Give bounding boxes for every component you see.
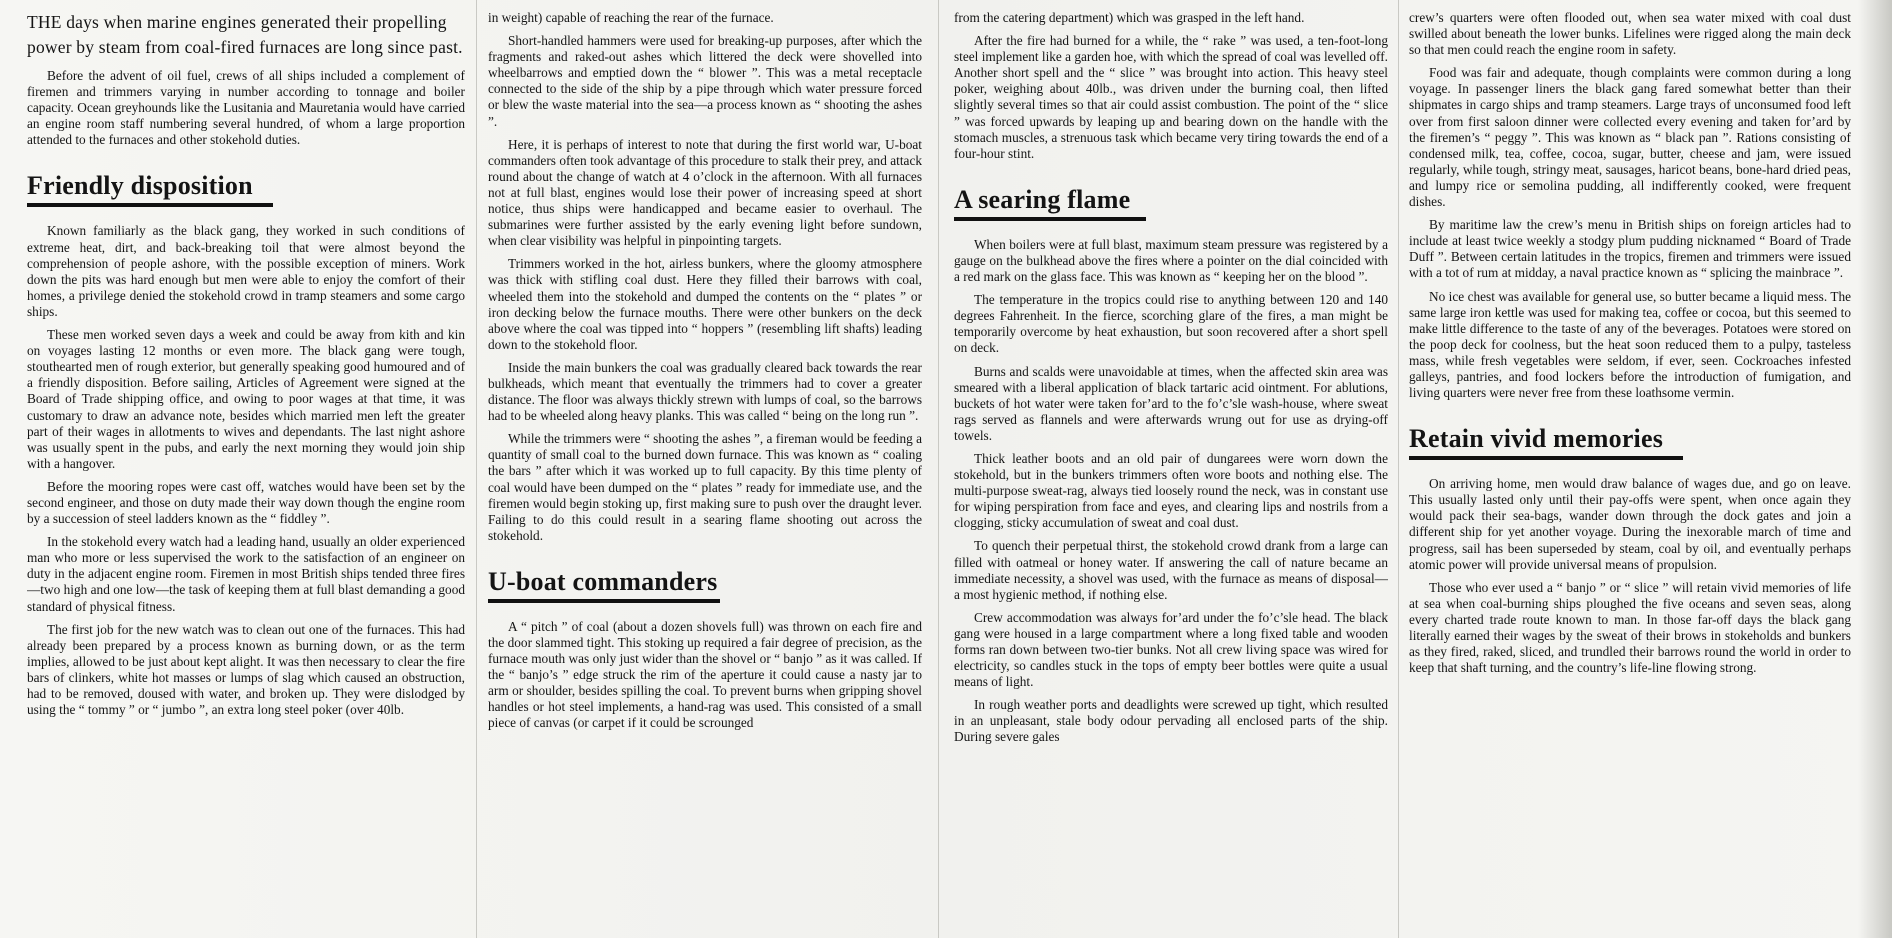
paragraph: In the stokehold every watch had a leading hand, usually an older experienced man who more or less supervised the work to the satisfaction of an engineer on duty in the adjacent engine room. Firemen in most British ships tended three fires—two high and one low—the task of keeping them at full blast demanding a good standard of physical fitness.: [27, 534, 465, 614]
paragraph: A “ pitch ” of coal (about a dozen shovels full) was thrown on each fire and the door slammed tight. This stoking up required a fair degree of precision, as the furnace mouth was only just wider than the shovel or “ banjo ” as it was called. If the “ banjo’s ” edge struck the rim of the aperture it could cause a nasty jar to arm or shoulder, besides spilling the coal. To prevent burns when gripping shovel handles or hot steel implements, a hand-rag was used. This consisted of a small piece of canvas (or carpet if it could be scrounged: [488, 618, 922, 731]
paragraph: Inside the main bunkers the coal was gradually cleared back towards the rear bulkheads, which meant that eventually the trimmers had to cover a greater distance. The floor was always thickly strewn with lumps of coal, so the barrows had to be wheeled along heavy planks. This was called “ being on the long run ”.: [488, 359, 922, 424]
paragraph: Known familiarly as the black gang, they worked in such conditions of extreme heat, dirt, and back-breaking toil that were almost beyond the comprehension of people ashore, with the possible exception of miners. Work down the pits was hard enough but men were able to enjoy the comfort of their homes, a privilege denied the stokehold crowd in tramp steamers and some cargo ships.: [27, 223, 465, 319]
paragraph: When boilers were at full blast, maximum steam pressure was registered by a gauge on the bulkhead above the fires where a pointer on the dial coincided with a red mark on the glass face. This was known as “ keeping her on the blood ”.: [954, 236, 1388, 285]
subheading-uboat-commanders: U-boat commanders: [488, 567, 720, 603]
paragraph: Here, it is perhaps of interest to note that during the first world war, U-boat commanders often took advantage of this procedure to stalk their prey, and attack round about the change of watch at 4 o’clock in the afternoon. With all furnaces not at full blast, engines would lose their power of increasing speed at short notice, thus ships were handicapped and became easier to overhaul. The submarines were further assisted by the early evening light before sundown, when clear visibility was helpful in pinpointing targets.: [488, 136, 922, 249]
paragraph: The temperature in the tropics could rise to anything between 120 and 140 degrees Fahrenheit. In the fierce, scorching glare of the fires, a man might be temporarily overcome by heat exhaustion, but soon recovered after a short spell on deck.: [954, 292, 1388, 356]
subheading-retain-vivid-memories: Retain vivid memories: [1409, 424, 1683, 460]
paragraph: Burns and scalds were unavoidable at times, when the affected skin area was smeared with a liberal application of black tartaric acid ointment. For ablutions, buckets of hot water were taken for’ard to the fo’c’sle wash-house, where sweat rags served as flannels and were afterwards wrung out for use as drying-off towels.: [954, 363, 1388, 443]
paragraph: crew’s quarters were often flooded out, when sea water mixed with coal dust swilled about beneath the lower bunks. Lifelines were rigged along the main deck so that men could reach the engine room in safety.: [1409, 10, 1851, 58]
column-rule: [938, 0, 939, 938]
paragraph: By maritime law the crew’s menu in British ships on foreign articles had to include at least twice weekly a stodgy plum pudding nicknamed “ Board of Trade Duff ”. Between certain latitudes in the tropics, firemen and trimmers were issued with a tot of rum at midday, a naval practice known as “ splicing the mainbrace ”.: [1409, 217, 1851, 281]
paragraph: Before the mooring ropes were cast off, watches would have been set by the second engineer, and those on duty made their way down though the engine room by a succession of steel ladders known as the “ fiddley ”.: [27, 478, 465, 527]
paragraph: On arriving home, men would draw balance of wages due, and go on leave. This usually lasted only until their pay-offs were spent, when once again they would pack their sea-bags, wander down through the dock gates and join a different ship for yet another voyage. During the inexorable march of time and progress, sail has been superseded by steam, coal by oil, and eventually perhaps atomic power will provide universal means of propulsion.: [1409, 476, 1851, 572]
paragraph: The first job for the new watch was to clean out one of the furnaces. This had already been prepared by a process known as burning down, or as the term implies, allowed to be just about kept alight. It was then necessary to clear the fire bars of clinkers, white hot masses or lumps of slag which caused an obstruction, had to be removed, doused with water, and broken up. They were dislodged by using the “ tommy ” or “ jumbo ”, an extra long steel poker (over 40lb.: [27, 621, 465, 718]
paragraph: These men worked seven days a week and could be away from kith and kin on voyages lasting 12 months or even more. The black gang were tough, stouthearted men of rough exterior, but generally speaking good humoured and of a friendly disposition. Before sailing, Articles of Agreement were signed at the Board of Trade shipping office, and owing to poor wages at that time, it was customary to draw an advance note, besides which married men left the greater part of their wages in allotments to wives and dependants. The last night ashore was usually spent in the pubs, and early the next morning they would join ship with a hangover.: [27, 327, 465, 471]
paragraph: Before the advent of oil fuel, crews of all ships included a complement of firemen and trimmers varying in number according to tonnage and boiler capacity. Ocean greyhounds like the Lusitania and Mauretania would have carried an engine room staff numbering several hundred, of whom a large proportion attended to the furnaces and other stokehold duties.: [27, 68, 465, 148]
paragraph: Those who ever used a “ banjo ” or “ slice ” will retain vivid memories of life at sea when coal-burning ships ploughed the five oceans and seven seas, along every charted trade route known to man. In those far-off days the black gang literally earned their wages by the sweat of their brows in stokeholds and bunkers as they fired, raked, sliced, and trundled their barrows round the world in order to keep that shaft turning, and the country’s life-line flowing strong.: [1409, 579, 1851, 676]
column-rule: [476, 0, 477, 938]
paragraph: After the fire had burned for a while, the “ rake ” was used, a ten-foot-long steel implement like a garden hoe, with which the spread of coal was levelled off. Another short spell and the “ slice ” was brought into action. This heavy steel poker, weighing about 40lb., was driven under the burning coal, then lifted slightly several times so that air could assist combustion. The point of the “ slice ” was forced upwards by leaping up and bearing down on the handle with the stomach muscles, a strenuous task which became very tiring towards the end of a four-hour stint.: [954, 33, 1388, 161]
paragraph: No ice chest was available for general use, so butter became a liquid mess. The same large iron kettle was used for making tea, coffee or cocoa, but this seemed to make little difference to the taste of any of the beverages. Potatoes were stored on the poop deck for coolness, but the heat soon reduced them to a pulpy, tasteless mass, while fresh vegetables were seldom, if ever, seen. Cockroaches infested galleys, pantries, and food lockers before the introduction of fumigation, and living quarters were never free from these loathsome vermin.: [1409, 288, 1851, 401]
paragraph: from the catering department) which was grasped in the left hand.: [954, 10, 1305, 25]
subheading-a-searing-flame: A searing flame: [954, 185, 1146, 221]
paragraph: Trimmers worked in the hot, airless bunkers, where the gloomy atmosphere was thick with stifling coal dust. Here they filled their barrows with coal, wheeled them into the stokehold and dumped the contents on the “ plates ” or iron decking below the furnace mouths. There were other bunkers on the deck above where the coal was tipped into “ hoppers ” (resembling lift shafts) leading down to the stokehold floor.: [488, 256, 922, 352]
paragraph: Thick leather boots and an old pair of dungarees were worn down the stokehold, but in the bunkers trimmers often wore boots and nothing else. The multi-purpose sweat-rag, always tied loosely round the neck, was in constant use for wiping perspiration from face and eyes, and clearing lips and nostrils from a clogging, sticky accumulation of sweat and coal dust.: [954, 450, 1388, 531]
scan-edge-shadow: [1858, 0, 1892, 938]
paragraph: In rough weather ports and deadlights were screwed up tight, which resulted in an unpleasant, stale body odour pervading all enclosed parts of the ship. During severe gales: [954, 697, 1388, 745]
paragraph: While the trimmers were “ shooting the ashes ”, a fireman would be feeding a quantity of small coal to the burned down furnace. This was known as “ coaling the bars ” after which it was worked up to full capacity. By this time plenty of coal would have been dumped on the “ plates ” ready for immediate use, and the firemen would begin stoking up, first making sure to push over the draught lever. Failing to do this could result in a searing flame shooting out across the stokehold.: [488, 431, 922, 543]
paragraph: To quench their perpetual thirst, the stokehold crowd drank from a large can filled with oatmeal or honey water. If answering the call of nature became an immediate necessity, a shovel was used, with the furnace as means of disposal—a most hygienic method, if nothing else.: [954, 538, 1388, 602]
article-column-4: [1409, 10, 1851, 932]
article-column-2: [488, 10, 922, 932]
paragraph: Crew accommodation was always for’ard under the fo’c’sle head. The black gang were housed in a large compartment where a long fixed table and wooden forms ran down between two-tier bunks. Not all crew living space was wired for electricity, so candles stuck in the tops of empty beer bottles were quite a usual means of light.: [954, 609, 1388, 690]
article-lead: THE days when marine engines generated their propelling power by steam from coal-fired furnaces are long since past.: [27, 12, 463, 57]
paragraph: Food was fair and adequate, though complaints were common during a long voyage. In passenger liners the black gang fared somewhat better than their shipmates in cargo ships and tramp steamers. Large trays of unconsumed food left over from first saloon dinner were collected every evening and taken for’ard by the firemen’s “ peggy ”. This was known as “ black pan ”. Rations consisting of condensed milk, tea, coffee, cocoa, sugar, butter, cheese and jam, were issued regularly, while tough, stringy meat, sausages, haricot beans, bone-hard dried peas, and lumpy rice or semolina pudding, all indifferently cooked, were frequent dishes.: [1409, 65, 1851, 210]
paragraph: Short-handled hammers were used for breaking-up purposes, after which the fragments and raked-out ashes which littered the deck were shovelled into wheelbarrows and emptied down the “ blower ”. This was a metal receptacle connected to the side of the ship by a pipe through which water pressure forced or blew the waste material into the sea—a process known as “ shooting the ashes ”.: [488, 33, 922, 129]
subheading-friendly-disposition: Friendly disposition: [27, 171, 273, 207]
column-rule: [1398, 0, 1399, 938]
article-column-1: [27, 10, 465, 932]
article-column-3: [954, 10, 1388, 932]
paragraph: in weight) capable of reaching the rear of the furnace.: [488, 10, 774, 25]
